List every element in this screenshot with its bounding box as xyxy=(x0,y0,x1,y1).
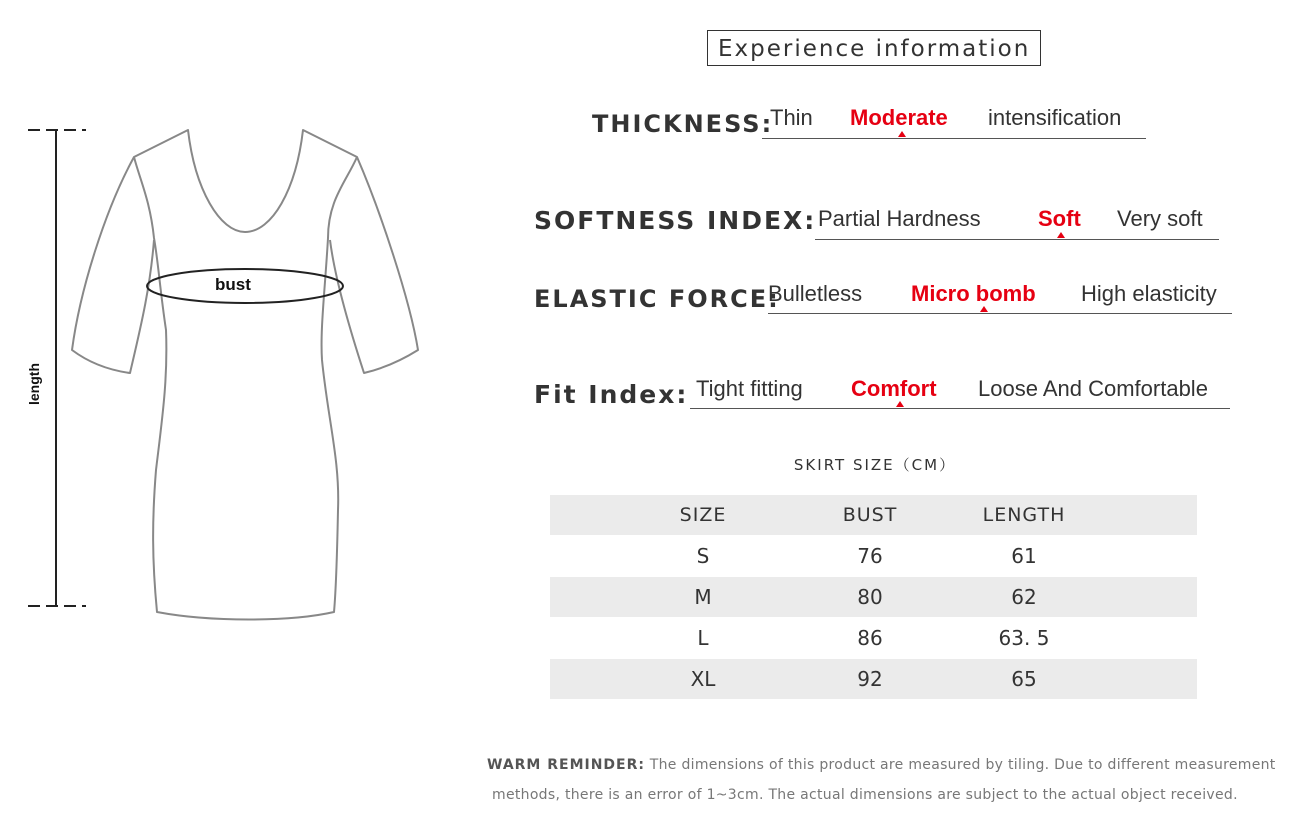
cell-size: S xyxy=(696,544,710,568)
experience-title: Experience information xyxy=(707,30,1041,66)
table-row xyxy=(550,577,1197,617)
cell-length: 63. 5 xyxy=(998,626,1050,650)
fit-option-tight-fitting: Tight fitting xyxy=(696,376,803,401)
softness-label: SOFTNESS INDEX: xyxy=(534,206,817,235)
dress-diagram xyxy=(0,0,460,820)
cell-bust: 80 xyxy=(857,585,883,609)
reminder-line-2: methods, there is an error of 1~3cm. The actual dimensions are subject to the actual object received. xyxy=(492,787,1238,803)
thickness-option-moderate: Moderate xyxy=(850,105,948,130)
elastic-force-label: ELASTIC FORCE: xyxy=(534,285,780,313)
warm-reminder xyxy=(487,750,1277,810)
softness-selected-marker-icon xyxy=(1057,232,1065,238)
thickness-label: THICKNESS: xyxy=(592,110,774,138)
header-size: SIZE xyxy=(679,504,727,526)
header-length: LENGTH xyxy=(982,504,1066,526)
elastic-selected-marker-icon xyxy=(980,306,988,312)
cell-bust: 86 xyxy=(857,626,883,650)
elastic-option-micro-bomb: Micro bomb xyxy=(911,281,1036,306)
header-bust: BUST xyxy=(842,504,898,526)
thickness-option-thin: Thin xyxy=(770,105,813,130)
length-label: length xyxy=(26,363,42,405)
fit-option-comfort: Comfort xyxy=(851,376,937,401)
fit-index-label: Fit Index: xyxy=(534,380,689,409)
thickness-selected-marker-icon xyxy=(898,131,906,137)
size-table-caption: SKIRT SIZE（CM） xyxy=(793,456,957,474)
elastic-option-bulletless: Bulletless xyxy=(768,281,863,306)
reminder-line-1: The dimensions of this product are measured by tiling. Due to different measurement xyxy=(649,757,1276,773)
size-table xyxy=(550,495,1197,700)
cell-size: XL xyxy=(690,667,716,691)
cell-bust: 76 xyxy=(857,544,883,568)
table-row xyxy=(550,536,1197,576)
softness-option-partial-hardness: Partial Hardness xyxy=(818,206,981,231)
elastic-scale-line xyxy=(768,313,1232,314)
fit-selected-marker-icon xyxy=(896,401,904,407)
cell-size: L xyxy=(697,626,709,650)
cell-length: 61 xyxy=(1011,544,1037,568)
cell-length: 62 xyxy=(1011,585,1037,609)
dress-outline xyxy=(72,130,418,620)
cell-bust: 92 xyxy=(857,667,883,691)
softness-option-soft: Soft xyxy=(1038,206,1081,231)
reminder-lead: WARM REMINDER: xyxy=(487,757,645,773)
table-row xyxy=(550,618,1197,658)
table-header-row xyxy=(550,495,1197,535)
softness-option-very-soft: Very soft xyxy=(1117,206,1203,231)
fit-scale-line xyxy=(690,408,1230,409)
thickness-option-intensification: intensification xyxy=(988,105,1122,130)
cell-size: M xyxy=(694,585,712,609)
thickness-scale-line xyxy=(762,138,1146,139)
table-row xyxy=(550,659,1197,699)
softness-scale-line xyxy=(815,239,1219,240)
cell-length: 65 xyxy=(1011,667,1037,691)
elastic-option-high-elasticity: High elasticity xyxy=(1081,281,1217,306)
bust-label: bust xyxy=(215,275,251,294)
fit-option-loose-and-comfortable: Loose And Comfortable xyxy=(978,376,1208,401)
